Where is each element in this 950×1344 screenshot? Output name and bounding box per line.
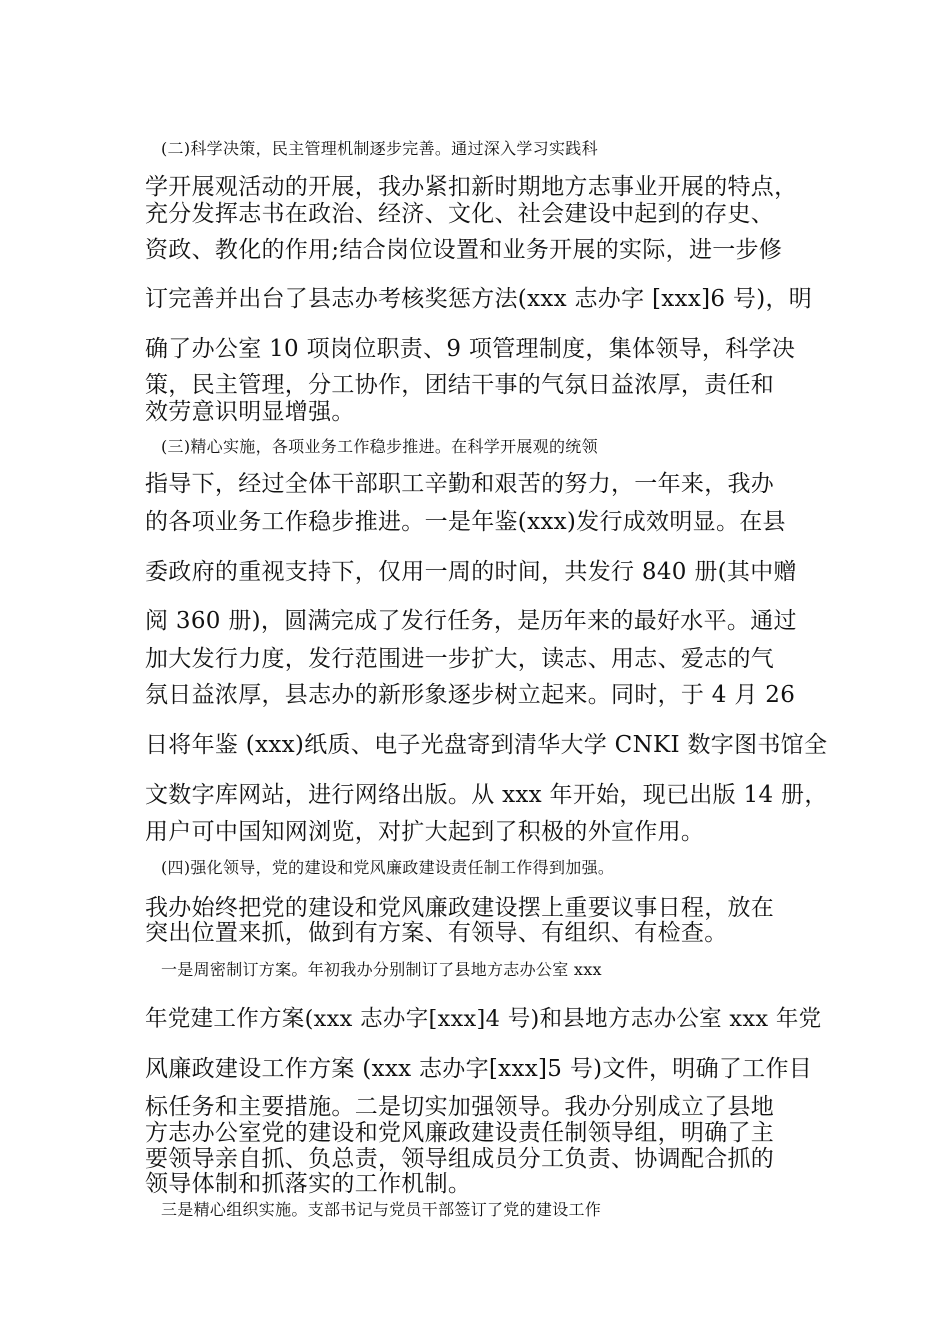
text-line: 订完善并出台了县志办考核奖惩方法(xxx 志办字 [xxx]6 号)，明 — [145, 286, 813, 312]
text-line: 氛日益浓厚，县志办的新形象逐步树立起来。同时，于 4 月 26 — [145, 682, 796, 708]
text-line: 我办始终把党的建设和党风廉政建设摆上重要议事日程，放在 — [145, 895, 775, 921]
text-line: 方志办公室党的建设和党风廉政建设责任制领导组，明确了主 — [145, 1120, 775, 1146]
text-line: 学开展观活动的开展，我办紧扣新时期地方志事业开展的特点， — [145, 174, 798, 200]
text-line: 用户可中国知网浏览，对扩大起到了积极的外宣作用。 — [145, 819, 705, 845]
text-line: 风廉政建设工作方案 (xxx 志办字[xxx]5 号)文件，明确了工作目 — [145, 1056, 813, 1082]
text-line: 资政、教化的作用;结合岗位设置和业务开展的实际，进一步修 — [145, 237, 783, 263]
text-line: (四)强化领导，党的建设和党风廉政建设责任制工作得到加强。 — [161, 858, 615, 877]
text-line: 一是周密制订方案。年初我办分别制订了县地方志办公室 xxx — [161, 960, 602, 979]
text-line: 年党建工作方案(xxx 志办字[xxx]4 号)和县地方志办公室 xxx 年党 — [145, 1006, 822, 1032]
text-line: 阅 360 册)，圆满完成了发行任务，是历年来的最好水平。通过 — [145, 608, 797, 634]
text-line: 委政府的重视支持下，仅用一周的时间，共发行 840 册(其中赠 — [145, 559, 797, 585]
text-line: 确了办公室 10 项岗位职责、9 项管理制度，集体领导，科学决 — [145, 336, 796, 362]
text-line: 要领导亲自抓、负总责，领导组成员分工负责、协调配合抓的 — [145, 1146, 775, 1172]
text-line: 文数字库网站，进行网络出版。从 xxx 年开始，现已出版 14 册， — [145, 782, 828, 808]
text-line: 效劳意识明显增强。 — [145, 399, 355, 425]
text-line: (三)精心实施，各项业务工作稳步推进。在科学开展观的统领 — [161, 437, 598, 456]
text-line: (二)科学决策，民主管理机制逐步完善。通过深入学习实践科 — [161, 139, 598, 158]
text-line: 标任务和主要措施。二是切实加强领导。我办分别成立了县地 — [145, 1094, 775, 1120]
text-line: 三是精心组织实施。支部书记与党员干部签订了党的建设工作 — [161, 1200, 602, 1219]
text-line: 的各项业务工作稳步推进。一是年鉴(xxx)发行成效明显。在县 — [145, 509, 786, 535]
text-line: 日将年鉴 (xxx)纸质、电子光盘寄到清华大学 CNKI 数字图书馆全 — [145, 732, 828, 758]
text-line: 领导体制和抓落实的工作机制。 — [145, 1171, 472, 1197]
text-line: 指导下，经过全体干部职工辛勤和艰苦的努力，一年来，我办 — [145, 471, 775, 497]
text-line: 策，民主管理，分工协作，团结干事的气氛日益浓厚，责任和 — [145, 372, 775, 398]
text-line: 充分发挥志书在政治、经济、文化、社会建设中起到的存史、 — [145, 201, 775, 227]
text-line: 突出位置来抓，做到有方案、有领导、有组织、有检查。 — [145, 920, 728, 946]
text-line: 加大发行力度，发行范围进一步扩大，读志、用志、爱志的气 — [145, 646, 775, 672]
